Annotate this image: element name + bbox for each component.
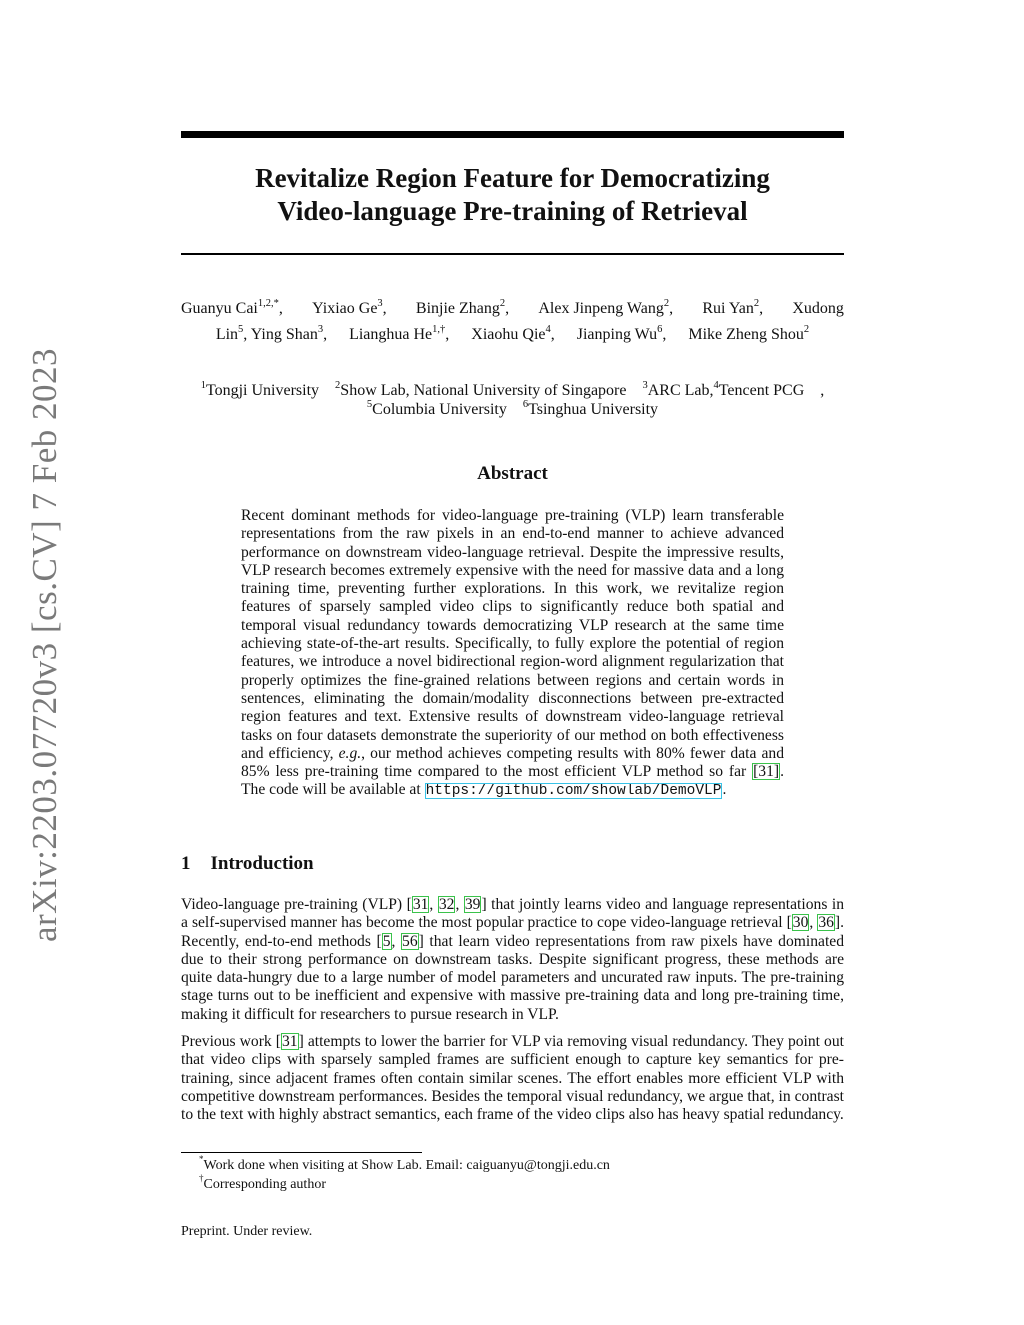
author-list: [181, 296, 844, 348]
title-rule-bottom: [181, 253, 844, 255]
affiliation: $^5$Columbia University: [366, 398, 507, 418]
author: Jianping Wu$^6$,: [576, 323, 667, 343]
author-line-2: [181, 322, 844, 348]
arxiv-identifier: arXiv:2203.07720v3 [cs.CV] 7 Feb 2023: [25, 347, 65, 943]
paper-title: [181, 162, 844, 228]
affiliation: $^6$Tsinghua University: [522, 398, 659, 418]
author: Xiaohu Qie$^4$,: [471, 323, 555, 343]
citation-link[interactable]: 56: [402, 932, 418, 950]
github-url-link[interactable]: https://github.com/showlab/DemoVLP: [425, 783, 722, 800]
author: Mike Zheng Shou$^2$: [688, 323, 810, 343]
citation-link[interactable]: 30: [792, 914, 809, 932]
affiliation: $^3$ARC Lab,$^4$Tencent PCG: [642, 379, 805, 399]
author: Binjie Zhang$^2$,: [415, 297, 510, 317]
abstract-heading: Abstract: [477, 463, 548, 484]
section-title: Introduction: [210, 853, 314, 874]
title-rule-top: [181, 131, 844, 138]
citation-link[interactable]: [31]: [753, 763, 780, 781]
citation-link[interactable]: 36: [818, 914, 834, 932]
section-heading-introduction: [181, 853, 314, 875]
affiliation-row-2: [181, 400, 844, 419]
footnote-rule: [181, 1152, 422, 1153]
footnotes: [199, 1156, 610, 1194]
author: Yixiao Ge$^3$,: [312, 297, 387, 317]
intro-paragraph-1: Video-language pre-training (VLP) [31, 32, 39] that jointly learns video and language representations in a self-supervised manner has become the most popular practice to cope video-language retrieval [30, 36]. Recently, end-to-end methods [5, 56] that learn video representations from raw pixels have dominated due to their strong performance on downstream tasks. Despite significant progress, these methods are quite data-hungry due to a large number of model parameters and uncurated raw inputs. The pre-training stage turns out to be inefficient and expensive with massive pre-training data and long pre-training time, making it difficult for researchers to pursue research in VLP.: [181, 896, 845, 1023]
author: Guanyu Cai$^{1,2,*}$,: [181, 297, 283, 317]
arxiv-sidebar-stamp: [22, 347, 68, 943]
author: Lin$^5$, Ying Shan$^3$,: [215, 323, 328, 343]
citation-link[interactable]: 32: [438, 896, 455, 913]
footnote: †Corresponding author: [199, 1173, 326, 1192]
author: Lianghua $He^{1,\dagger}$,: [349, 323, 450, 343]
title-line-2: Video-language Pre-training of Retrieval: [277, 196, 748, 226]
citation-link[interactable]: 31: [412, 896, 429, 913]
title-line-1: Revitalize Region Feature for Democratizing: [255, 163, 770, 193]
affiliation-row-1: [181, 381, 844, 400]
citation-link[interactable]: 31: [281, 1033, 298, 1050]
footnote: *Work done when visiting at Show Lab. Email: caiguanyu@tongji.edu.cn: [199, 1154, 610, 1173]
citation-link[interactable]: 39: [464, 896, 481, 913]
affiliations: [181, 381, 844, 419]
intro-paragraph-2: Previous work [31] attempts to lower the barrier for VLP via removing visual redundancy. They point out that video clips with sparsely sampled frames are sufficient enough to capture key semantics for pre-training, since adjacent frames often contain similar scenes. The effort enables more efficient VLP with competitive downstream performances. Besides the temporal visual redundancy, we argue that, in contrast to the text with highly abstract semantics, each frame of the video clips also has heavy spatial redundancy.: [181, 1033, 844, 1124]
author-line-1: [181, 296, 844, 322]
citation-link[interactable]: 5: [382, 932, 391, 950]
abstract-text: Recent dominant methods for video-language pre-training (VLP) learn transferable representations from the raw pixels in an end-to-end manner to achieve advanced performance on downstream video-language retrieval. Despite the impressive results, VLP research becomes extremely expensive with the need for massive data and a long training time, preventing further explorations. In this work, we revitalize region features of sparsely sampled video clips to significantly reduce both spatial and temporal visual redundancy towards democratizing VLP research at the same time achieving state-of-the-art results. Specifically, to fully explore the potential of region features, we introduce a novel bidirectional region-word alignment regularization that properly optimizes the fine-grained relations between regions and certain words in sentences, eliminating the domain/modality disconnections between pre-extracted region features and text. Extensive results of downstream video-language retrieval tasks on four datasets demonstrate the superiority of our method on both effectiveness and efficiency, e.g., our method achieves competing results with 80% fewer data and 85% less pre-training time compared to the most efficient VLP method so far [31]. The code will be available at https://github.com/showlab/DemoVLP.: [241, 507, 784, 800]
author: Rui Yan$^2$,: [702, 297, 764, 317]
author: Xudong: [792, 300, 844, 317]
author: Alex Jinpeng Wang$^2$,: [538, 297, 674, 317]
affiliation: $^2$Show Lab, National University of Singapore: [335, 379, 627, 399]
affiliation-separator: ,: [820, 382, 825, 399]
preprint-note: Preprint. Under review.: [181, 1224, 313, 1239]
affiliation: $^1$Tongji University: [200, 379, 320, 399]
section-number: 1: [181, 853, 191, 874]
